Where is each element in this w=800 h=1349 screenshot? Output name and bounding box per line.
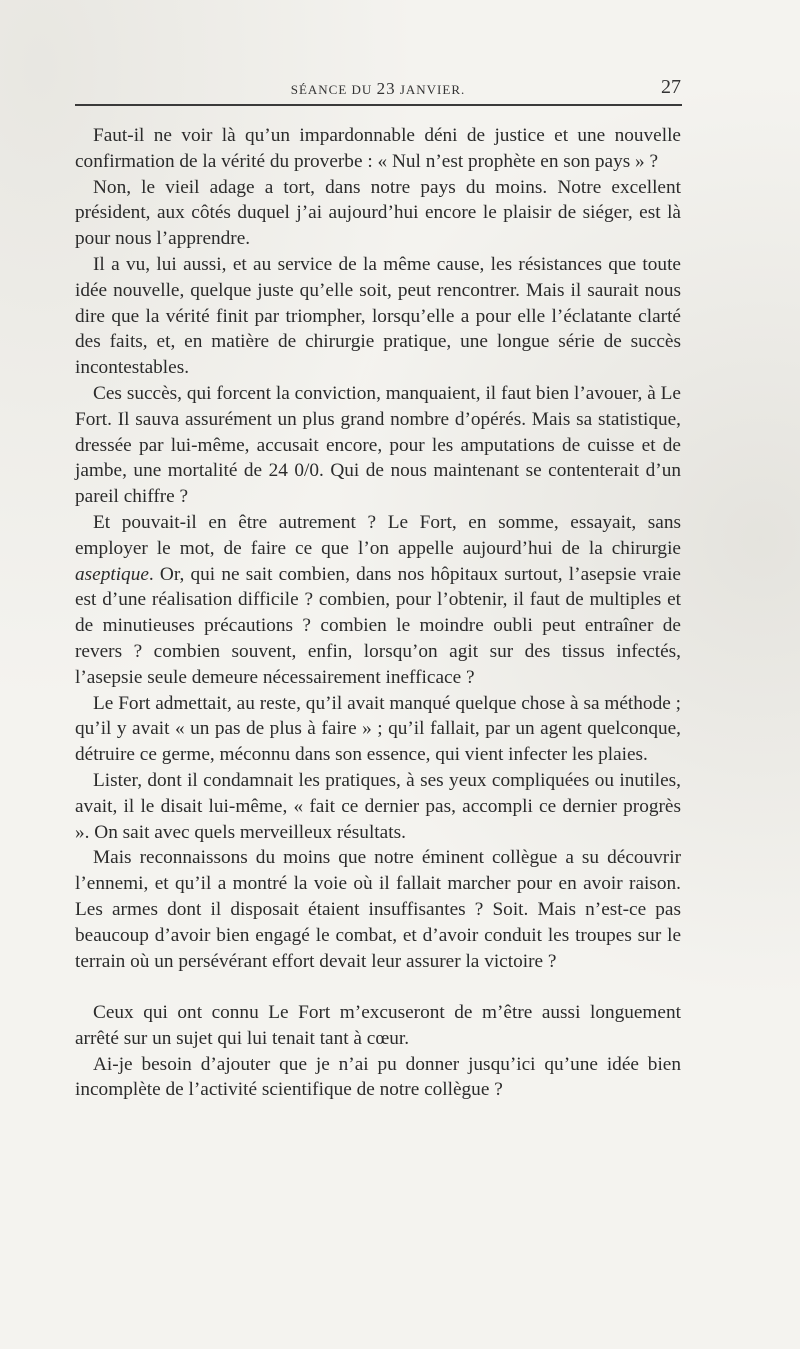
- paragraph-5-after: . Or, qui ne sait combien, dans nos hôpitaux surtout, l’asepsie vraie est d’une réalisation difficile ? combien, pour l’obtenir, il faut de multiples et de minutieuses précautions ? combien le moindre oubli peut entraîner de revers ? combien souvent, enfin, lorsqu’on agit sur des tissus infectés, l’asepsie seule demeure nécessairement inefficace ?: [75, 563, 681, 688]
- paragraph-2: Non, le vieil adage a tort, dans notre pays du moins. Notre excellent président, aux côtés duquel j’ai aujourd’hui encore le plaisir de siéger, est là pour nous l’apprendre.: [75, 176, 681, 250]
- paragraph-5-emphasis: aseptique: [75, 563, 149, 585]
- paragraph-8: Mais reconnaissons du moins que notre éminent collègue a su découvrir l’ennemi, et qu’il a montré la voie où il fallait marcher pour en avoir raison. Les armes dont il disposait étaient insuffisantes ? Soit. Mais n’est-ce pas beaucoup d’avoir bien engagé le combat, et d’avoir conduit les troupes sur le terrain où un persévérant effort devait leur assurer la victoire ?: [75, 847, 681, 972]
- paragraph-5: [75, 510, 681, 691]
- paragraph-10: Ai-je besoin d’ajouter que je n’ai pu donner jusqu’ici qu’une idée bien incomplète de l’activité scientifique de notre collègue ?: [75, 1053, 681, 1101]
- header-rule: [75, 104, 682, 106]
- running-title-day: 23: [376, 79, 396, 98]
- page-header: [75, 76, 681, 100]
- paragraph-6: Le Fort admettait, au reste, qu’il avait manqué quelque chose à sa méthode ; qu’il y avait « un pas de plus à faire » ; qu’il fallait, par un agent quelconque, détruire ce germe, méconnu dans son essence, qui vient infecter les plaies.: [75, 692, 681, 766]
- paragraph-5-before: Et pouvait-il en être autrement ? Le Fort, en somme, essayait, sans employer le mot, de faire ce que l’on appelle aujourd’hui de la chirurgie: [75, 511, 681, 559]
- paragraph-9: Ceux qui ont connu Le Fort m’excuseront de m’être aussi longuement arrêté sur un sujet qui lui tenait tant à cœur.: [75, 1002, 681, 1049]
- paragraph-3: Il a vu, lui aussi, et au service de la même cause, les résistances que toute idée nouvelle, quelque juste qu’elle soit, peut rencontrer. Mais il saurait nous dire que la vérité finit par triompher, lorsqu’elle a pour elle l’éclatante clarté des faits, et, en matière de chirurgie pratique, une longue série de succès incontestables.: [75, 253, 681, 379]
- running-title-pre: SÉANCE DU: [290, 82, 377, 97]
- paragraph-1: Faut-il ne voir là qu’un impardonnable déni de justice et une nouvelle confirmation de la vérité du proverbe : « Nul n’est prophète en son pays » ?: [75, 125, 681, 172]
- running-title: [75, 79, 681, 99]
- running-title-post: JANVIER.: [395, 82, 466, 97]
- body-text: [75, 123, 681, 1103]
- page-number: 27: [661, 76, 681, 98]
- paragraph-7: Lister, dont il condamnait les pratiques, à ses yeux compliquées ou inutiles, avait, il le disait lui-même, « fait ce dernier pas, accompli ce dernier progrès ». On sait avec quels merveilleux résultats.: [75, 769, 681, 843]
- paragraph-4: Ces succès, qui forcent la conviction, manquaient, il faut bien l’avouer, à Le Fort. Il sauva assurément un plus grand nombre d’opérés. Mais sa statistique, dressée par lui-même, accusait encore, pour les amputations de cuisse et de jambe, une mortalité de 24 0/0. Qui de nous maintenant se contenterait d’un pareil chiffre ?: [75, 382, 681, 508]
